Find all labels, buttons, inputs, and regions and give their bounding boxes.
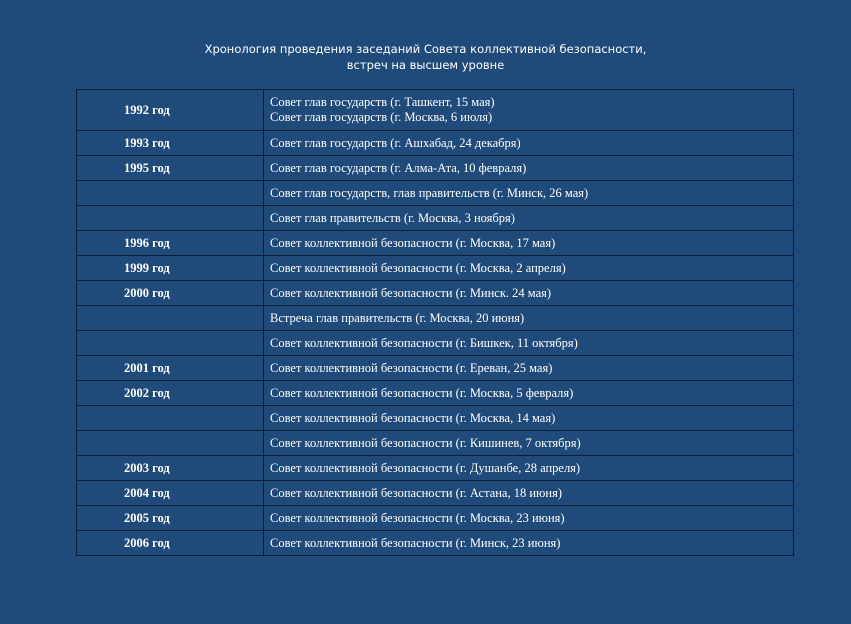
year-cell: 2000 год <box>77 281 264 306</box>
event-cell: Встреча глав правительств (г. Москва, 20 июня) <box>264 306 794 331</box>
year-cell <box>77 406 264 431</box>
year-cell: 1992 год <box>77 90 264 131</box>
table-row <box>77 156 794 181</box>
title-line-1: Хронология проведения заседаний Совета коллективной безопасности, <box>204 42 647 56</box>
year-cell: 2003 год <box>77 456 264 481</box>
year-cell: 1999 год <box>77 256 264 281</box>
event-cell: Совет коллективной безопасности (г. Москва, 2 апреля) <box>264 256 794 281</box>
event-cell: Совет коллективной безопасности (г. Москва, 17 мая) <box>264 231 794 256</box>
year-cell <box>77 306 264 331</box>
table-row <box>77 406 794 431</box>
event-cell: Совет коллективной безопасности (г. Минск, 23 июня) <box>264 531 794 556</box>
year-cell <box>77 206 264 231</box>
year-cell <box>77 331 264 356</box>
table-row <box>77 281 794 306</box>
title-line-2: встреч на высшем уровне <box>346 58 505 72</box>
event-cell: Совет коллективной безопасности (г. Москва, 14 мая) <box>264 406 794 431</box>
year-cell: 2004 год <box>77 481 264 506</box>
event-cell: Совет глав правительств (г. Москва, 3 ноября) <box>264 206 794 231</box>
table-row <box>77 356 794 381</box>
table-row <box>77 331 794 356</box>
event-cell: Совет коллективной безопасности (г. Бишкек, 11 октября) <box>264 331 794 356</box>
table-row <box>77 306 794 331</box>
table-row <box>77 256 794 281</box>
year-cell: 2005 год <box>77 506 264 531</box>
year-cell: 2006 год <box>77 531 264 556</box>
table-row <box>77 90 794 131</box>
event-cell: Совет коллективной безопасности (г. Минск. 24 мая) <box>264 281 794 306</box>
year-cell <box>77 181 264 206</box>
event-cell: Совет коллективной безопасности (г. Душанбе, 28 апреля) <box>264 456 794 481</box>
event-cell: Совет глав государств (г. Ашхабад, 24 декабря) <box>264 131 794 156</box>
table-row <box>77 531 794 556</box>
event-cell: Совет глав государств, глав правительств (г. Минск, 26 мая) <box>264 181 794 206</box>
table-row <box>77 181 794 206</box>
table-row <box>77 456 794 481</box>
year-cell: 2001 год <box>77 356 264 381</box>
year-cell: 1996 год <box>77 231 264 256</box>
table-row <box>77 131 794 156</box>
event-cell: Совет коллективной безопасности (г. Ереван, 25 мая) <box>264 356 794 381</box>
event-cell <box>264 90 794 131</box>
year-cell: 1993 год <box>77 131 264 156</box>
year-cell: 2002 год <box>77 381 264 406</box>
table-row <box>77 506 794 531</box>
year-cell <box>77 431 264 456</box>
table-row <box>77 481 794 506</box>
event-cell: Совет коллективной безопасности (г. Москва, 5 февраля) <box>264 381 794 406</box>
event-text: Совет глав государств (г. Ташкент, 15 мая) <box>270 95 495 109</box>
event-cell: Совет коллективной безопасности (г. Астана, 18 июня) <box>264 481 794 506</box>
event-cell: Совет коллективной безопасности (г. Москва, 23 июня) <box>264 506 794 531</box>
page-title <box>0 41 851 73</box>
event-cell: Совет глав государств (г. Алма-Ата, 10 февраля) <box>264 156 794 181</box>
event-text: Совет глав государств (г. Москва, 6 июля) <box>270 110 493 124</box>
event-cell: Совет коллективной безопасности (г. Кишинев, 7 октября) <box>264 431 794 456</box>
table-row <box>77 231 794 256</box>
table-row <box>77 431 794 456</box>
table-row <box>77 381 794 406</box>
chronology-table <box>76 89 794 556</box>
year-cell: 1995 год <box>77 156 264 181</box>
table-row <box>77 206 794 231</box>
